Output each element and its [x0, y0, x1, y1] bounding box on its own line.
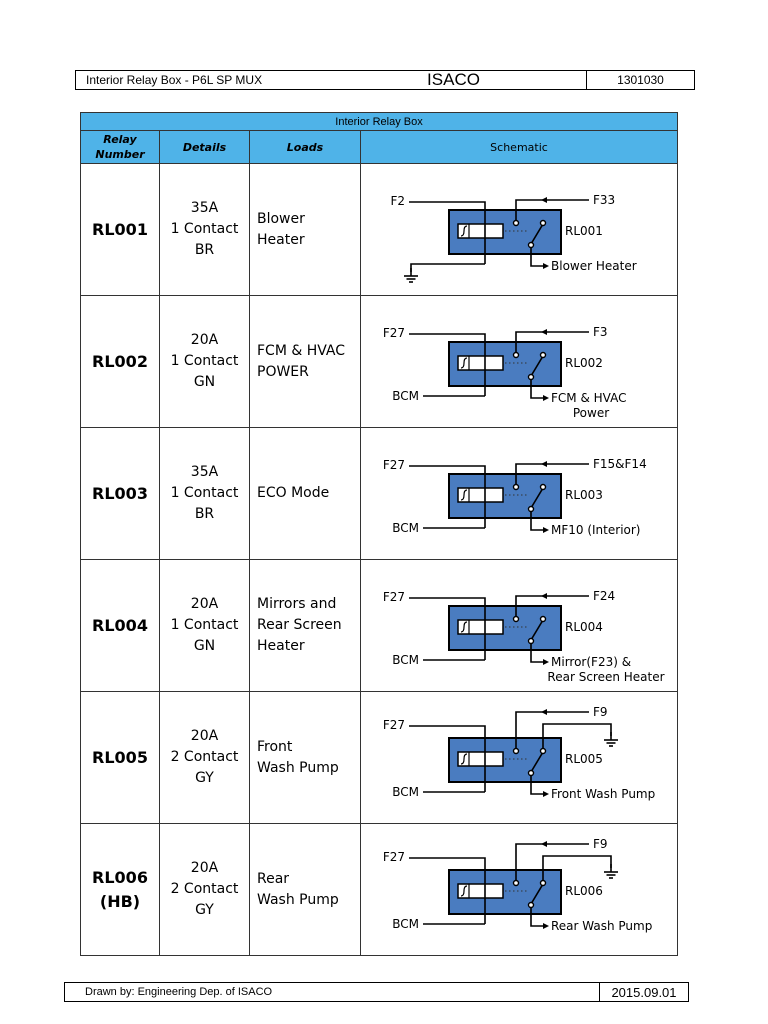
text-line: Heater: [257, 638, 305, 654]
load-output-label: Power: [572, 406, 610, 420]
text-line: 2 Contact: [170, 881, 239, 897]
coil-input-label: F2: [390, 194, 405, 208]
load-output-label: Front Wash Pump: [551, 787, 656, 801]
document-title: Interior Relay Box - P6L SP MUX: [86, 73, 263, 87]
relay-loads: [250, 824, 361, 956]
coil-output-label: BCM: [392, 521, 419, 535]
arrow-icon: [541, 709, 547, 715]
coil-input-label: F27: [382, 458, 405, 472]
coil-output-label: BCM: [392, 389, 419, 403]
coil-input-label: F27: [382, 326, 405, 340]
relay-label: RL003: [565, 488, 603, 502]
table-row: [81, 164, 678, 296]
document-date: 2015.09.01: [599, 983, 688, 1001]
coil-icon: [458, 488, 503, 502]
coil-output-label: BCM: [392, 917, 419, 931]
relay-number: [81, 164, 160, 296]
text-line: RL002: [92, 351, 148, 371]
terminal-icon: [529, 903, 534, 908]
terminal-icon: [541, 749, 546, 754]
contact-input-label: F9: [593, 837, 608, 851]
relay-loads: [250, 692, 361, 824]
text-line: 1 Contact: [170, 617, 239, 633]
table-row: [81, 824, 678, 956]
relay-number: [81, 692, 160, 824]
table-row: [81, 692, 678, 824]
terminal-icon: [514, 617, 519, 622]
load-output-label: Mirror(F23) &: [551, 655, 632, 669]
load-output-label: FCM & HVAC: [551, 391, 627, 405]
schematic-diagram: [361, 824, 677, 955]
relay-details: [160, 824, 250, 956]
schematic-diagram: [361, 428, 677, 559]
relay-label: RL001: [565, 224, 603, 238]
col-details: Details: [160, 131, 250, 164]
text-line: 20A: [190, 728, 219, 744]
terminal-icon: [529, 375, 534, 380]
text-line: 1 Contact: [170, 485, 239, 501]
relay-label: RL002: [565, 356, 603, 370]
relay-details: [160, 296, 250, 428]
relay-details: [160, 560, 250, 692]
text-line: Rear Screen: [257, 617, 342, 633]
terminal-icon: [514, 353, 519, 358]
relay-number: [81, 428, 160, 560]
relay-details: [160, 428, 250, 560]
text-line: 20A: [190, 860, 219, 876]
relay-number: [81, 560, 160, 692]
terminal-icon: [514, 881, 519, 886]
terminal-icon: [529, 771, 534, 776]
drawn-by: Drawn by: Engineering Dep. of ISACO: [85, 986, 273, 998]
text-line: GN: [193, 374, 216, 390]
arrow-icon: [543, 791, 549, 797]
text-line: Rear: [257, 870, 290, 887]
arrow-icon: [543, 395, 549, 401]
terminal-icon: [514, 485, 519, 490]
document-number: 1301030: [586, 71, 694, 89]
col-relay-number: Relay Number: [81, 131, 160, 164]
contact-input-label: F33: [593, 193, 616, 207]
terminal-icon: [529, 639, 534, 644]
text-line: Wash Pump: [257, 891, 339, 908]
coil-icon: [458, 620, 503, 634]
contact-input-label: F9: [593, 705, 608, 719]
arrow-icon: [543, 263, 549, 269]
arrow-icon: [543, 659, 549, 665]
relay-schematic: [361, 296, 678, 428]
text-line: 20A: [190, 596, 219, 612]
table-row: [81, 560, 678, 692]
terminal-icon: [529, 507, 534, 512]
text-line: BR: [194, 242, 215, 258]
text-line: RL004: [92, 615, 148, 635]
load-output-label: Rear Screen Heater: [547, 670, 665, 684]
text-line: Front: [257, 738, 293, 755]
col-loads: Loads: [250, 131, 361, 164]
text-line: BR: [194, 506, 215, 522]
coil-icon: [458, 752, 503, 766]
terminal-icon: [514, 749, 519, 754]
arrow-icon: [543, 923, 549, 929]
relay-number: [81, 824, 160, 956]
load-output-label: Rear Wash Pump: [551, 919, 653, 933]
text-line: Wash Pump: [257, 759, 339, 776]
relay-schematic: [361, 692, 678, 824]
terminal-icon: [514, 221, 519, 226]
table-row: [81, 428, 678, 560]
load-output-label: MF10 (Interior): [551, 523, 641, 537]
text-line: RL006: [92, 867, 148, 887]
text-line: Mirrors and: [257, 596, 337, 612]
terminal-icon: [541, 881, 546, 886]
text-line: Blower: [257, 210, 305, 227]
text-line: Heater: [257, 231, 305, 248]
relay-label: RL006: [565, 884, 603, 898]
relay-loads: [250, 560, 361, 692]
coil-icon: [458, 224, 503, 238]
text-line: ECO Mode: [257, 485, 330, 501]
relay-label: RL004: [565, 620, 603, 634]
document-header: [75, 70, 695, 90]
table-row: [81, 296, 678, 428]
relay-loads: [250, 428, 361, 560]
coil-ground-wire: [411, 264, 485, 272]
text-line: 35A: [190, 200, 219, 216]
relay-loads: [250, 164, 361, 296]
relay-schematic: [361, 560, 678, 692]
relay-number: [81, 296, 160, 428]
relay-loads: [250, 296, 361, 428]
text-line: 1 Contact: [170, 221, 239, 237]
coil-output-label: BCM: [392, 653, 419, 667]
text-line: RL003: [92, 483, 148, 503]
text-line: 1 Contact: [170, 353, 239, 369]
relay-schematic: [361, 824, 678, 956]
text-line: GY: [195, 902, 214, 918]
arrow-icon: [541, 593, 547, 599]
arrow-icon: [541, 841, 547, 847]
text-line: POWER: [257, 363, 309, 380]
contact-input-label: F3: [593, 325, 608, 339]
table-title: Interior Relay Box: [81, 113, 678, 131]
text-line: 35A: [190, 464, 219, 480]
coil-output-label: BCM: [392, 785, 419, 799]
col-schematic: Schematic: [361, 131, 678, 164]
text-line: FCM & HVAC: [257, 342, 346, 359]
text-line: GN: [193, 638, 216, 654]
schematic-diagram: [361, 560, 677, 691]
relay-label: RL005: [565, 752, 603, 766]
document-footer: [64, 982, 689, 1002]
terminal-icon: [541, 485, 546, 490]
coil-icon: [458, 356, 503, 370]
arrow-icon: [541, 329, 547, 335]
text-line: (HB): [99, 891, 141, 911]
company-name: ISACO: [427, 70, 480, 89]
coil-input-label: F27: [382, 718, 405, 732]
contact-input-label: F15&F14: [593, 457, 647, 471]
text-line: 2 Contact: [170, 749, 239, 765]
schematic-diagram: [361, 296, 677, 427]
contact-input-label: F24: [593, 589, 616, 603]
arrow-icon: [543, 527, 549, 533]
text-line: GY: [195, 770, 214, 786]
coil-icon: [458, 884, 503, 898]
arrow-icon: [541, 197, 547, 203]
relay-details: [160, 164, 250, 296]
relay-schematic: [361, 428, 678, 560]
relay-schematic: [361, 164, 678, 296]
coil-input-label: F27: [382, 590, 405, 604]
terminal-icon: [529, 243, 534, 248]
schematic-diagram: [361, 164, 677, 295]
text-line: RL005: [92, 747, 148, 767]
terminal-icon: [541, 221, 546, 226]
coil-input-label: F27: [382, 850, 405, 864]
text-line: RL001: [92, 219, 148, 239]
relay-table: [80, 112, 678, 956]
load-output-label: Blower Heater: [551, 259, 637, 273]
arrow-icon: [541, 461, 547, 467]
schematic-diagram: [361, 692, 677, 823]
text-line: 20A: [190, 332, 219, 348]
terminal-icon: [541, 353, 546, 358]
relay-details: [160, 692, 250, 824]
terminal-icon: [541, 617, 546, 622]
